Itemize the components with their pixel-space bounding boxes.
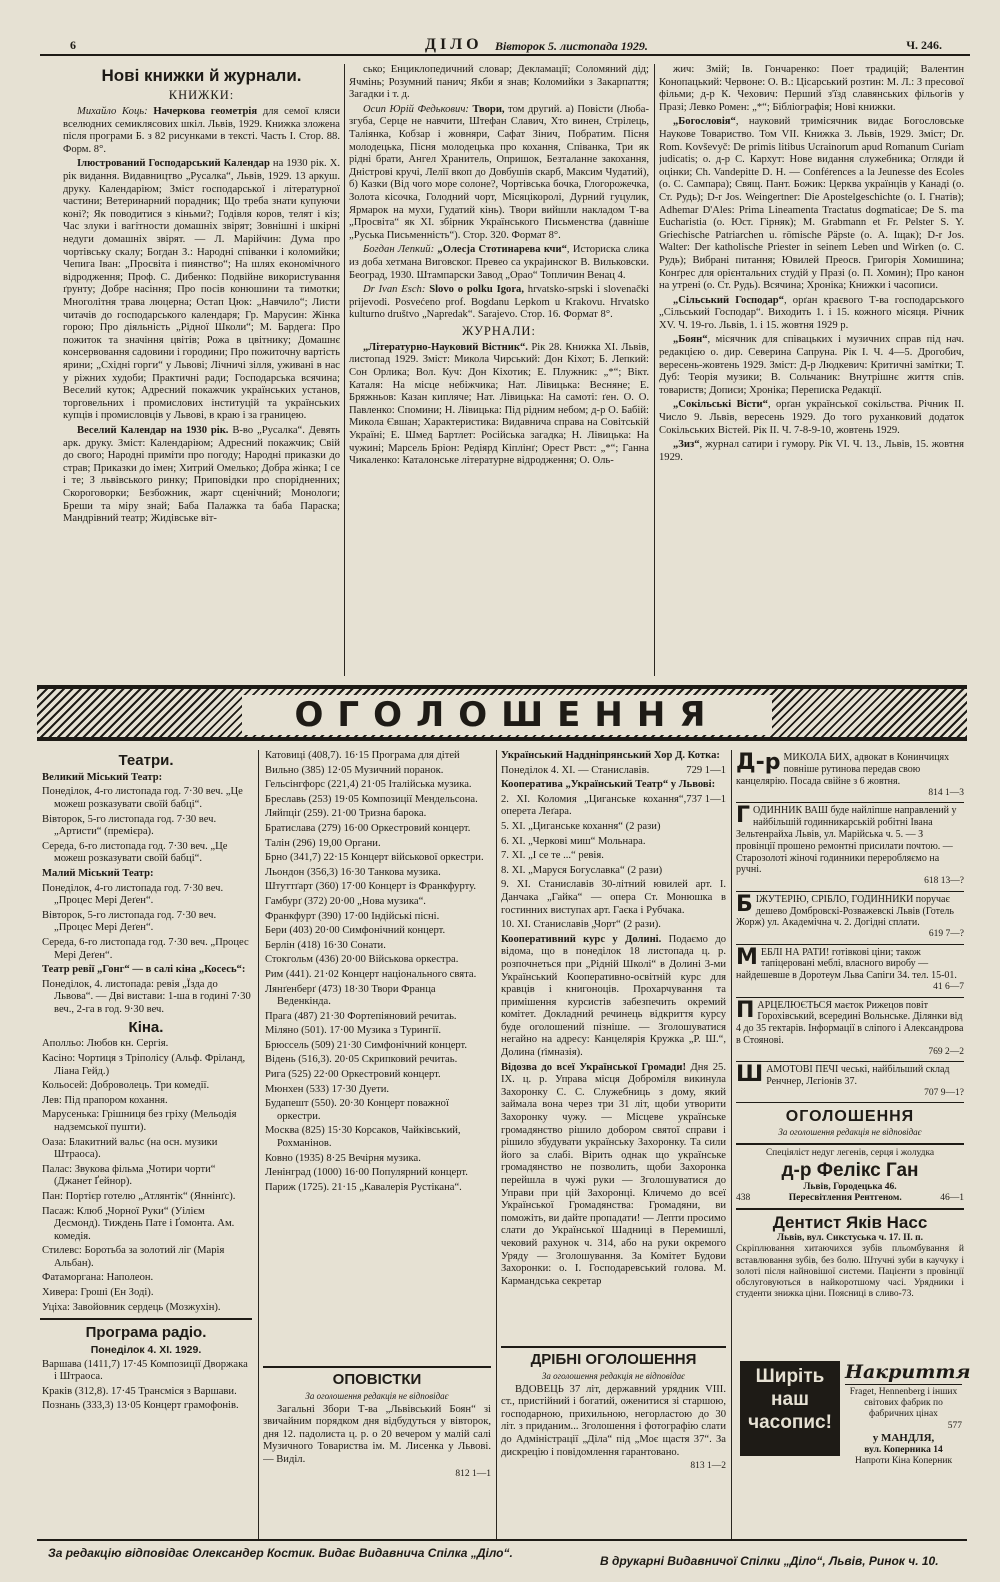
announcements-banner-title: ОГОЛОШЕННЯ	[242, 695, 772, 735]
journals-col3-text	[659, 64, 964, 464]
cinema-entry: Фатаморгана: Наполеон.	[42, 1272, 154, 1284]
cooperative-entry: 2. XI. Коломия „Циганське кохання“, оперета Леґара.	[501, 793, 687, 818]
spread-newspaper-text: Ширіть наш часопис!	[748, 1366, 832, 1433]
masthead	[40, 32, 970, 56]
cooperative-entry: Український Наддніпрянський Хор Д. Котка:	[501, 750, 720, 761]
ad-ref: 619 7—?	[928, 929, 964, 940]
books-col1-text	[63, 106, 340, 526]
cooperative-list: Український Наддніпрянський Хор Д. Котка: 729 1—1 Понеділок 4. XI. — Станиславів. Кооператива „Український Театр“ у Львові: 737 1—1 2. XI. Коломия „Циганське кохання“, оперета Леґара. 5. XI. „Циганське кохання“ (2 рази) 6. XI. „Черкові миш“ Мольнара. 7. XI. „І се те ...“ ревія. 8. XI. „Маруся Богуславка“ (2 рази) 9. XI. Станиславів 30-літний ювилей арт. І. Данчака „Гайка“ — опера Ст. Монюшка в гостинних виступах арт. Гаєка і Рубчака. 10. XI. Станиславів „Чорт“ (2 рази). Кооперативний курс у Долині. Подаємо до відома, що в понеділок 18 листопада ц. р. розпочнеться при „Рідній Школі“ в Долині 3-ми Український Кооперативно-освітній курс для кравців і книгоноців. Прохарчування та примішення курсистів забезпечить окремий комітет. Докладний речинець відкриття курсу буде оголошений пізніше. — Зголошуватися негайно на адресу: Канцелярія Кружка „Р. Ш.“, Долина (ґімназія). Відозва до всеї Української Громади! Дня 25. IX. ц. р. Управа місця Доброміля викинула Захоронку С. С. Служебниць з дому, який займала вона через три 31 літ, щоби утворити Захоронку чужу. — Місцеве українське громадянство рішило добором святої справи і рішило збудувати українську Захоронку. Та сили його за слабі. Вірить однак що українське громадянство не позволить, щоби Захоронка перейшла в чужі руки — Зголошуватися до Управи при цій Захоронці. Кличемо до всеї Української Громадянства: Громадяни, ви поможіть, ви дайте пропадати! — Лепти просимо слати до Української Шадниці в Перемишлі, чековий рахунок ч. 314, або на руки окремого Уряду — Зголошування. За Комітет Будови Захоронки: о. І. Господаревський голова. М. Кармандська секретар	[501, 750, 726, 1287]
radio-entry: Відень (516,3). 20·05 Скрипковий речитаь.	[265, 1054, 458, 1066]
radio-entry: Рига (525) 22·00 Оркестровий концерт.	[265, 1069, 441, 1081]
ad-ref: 814 1—3	[928, 787, 964, 798]
cinema-entry: Лев: Під прапором кохання.	[42, 1094, 168, 1106]
book-entry: Осип Юрій Федькович: Твори, том другий. а) Повісти (Люба-згуба, Серце не навчити, Штефан Славич, Хто винен, Стрілець, Таліянка, Кобзар і жовняри, Сафат Зінич, Побратим. Пісня молодецька, Пісня молодецька про кохання, Співанка, Три як рідні брати, Ангел Хранитель, Опришок, Безталанне закохання, Дністрові кручі, Лелії вкоп до Довбушів скарб, Максим Чудатий), б) Казки (Від чого море солоне?, Чортівська бочка, Глогорожечка, Золота кісочка, Голодний чорт, Місяцікоролі, Дурний гуцулик, Ярмарок на мухи, Гудатий кінь). Твори вийшли накладом Т-ва „Просвіта“ як ХІ. збірник Українського Письменства (давніше „Руська Письменність“). Стор. 320. Формат 8°.	[349, 103, 649, 241]
footer-divider	[37, 1539, 967, 1541]
book-entry: Ілюстрований Господарський Календар на 1930 рік. Х. рік видання. Видавництво „Русалка“, Львів, 1929. 13 аркуш. друку. Календаріюм; Зміст господарської і літературної частини; Ветеринарний порадник; Що треба знати купуючи коні?; Як поводитися з кіньми?; Годівля коров, телят і кіз; Час злуки і вагітности домашніх звірят; Зовнішні і шкірні недуги домашніх звірят. — Л. Марійчин: Дума про чортівську скалу; Богдан З.: Народні співанки і коломийки; Чепига Іван: „Просвіта і пиянство“; На шлях економічного відродження; Проф. С. Дибенко: Подвійне використування ґрунту; Добре насіння; Про посів конюшини та тимотки; Многолітня трава люцерна; Остап Цюк: „Навчило“; Листи читачів до господарського календаря; Гр. Марусин: Жінка горою; Про діяльність „Рідної Школи“; М. Бардега: Про пожиток та значіння цвітів; Рожа в цвітнику; Домашнє консервовання садовини і городини; Про пожиточну вартість ярини; „Східні горги“ у Львові; Лічничі зілля, уживані в нас у ріжних худоби; Практичні ради; Господарська всячина; Веселий куток; Адресний покажчик українських установ, торговельних і промислових інституцій та українських купців і промисловців у Львові, в краю і за границею.	[63, 158, 340, 422]
notices-block	[263, 1366, 491, 1536]
cooperative-entry: Відозва до всеї Української Громади! Дня 25. IX. ц. р. Управа місця Доброміля викинула Захоронку С. С. Служебниць з дому, який займала вона через три 31 літ, щоби утворити Захоронку чужу. — Місцеве українське громадянство рішило добором святої справи і рішило збудувати українську Захоронку. Та сили його за слабі. Вірить однак що українське громадянство не позволить, щоби Захоронка перейшла в чужі руки — Зголошуватися до Управи при цій Захоронці. Кличемо до всеї Української Громадянства: Громадяни, ви поможіть, ви дайте пропадати! — Лепти просимо слати до Української Шадниці в Перемишлі, чековий рахунок ч. 314, або на руки окремого Уряду — Зголошування. За Комітет Будови Захоронки: о. І. Господаревський голова. М. Кармандська секретар	[501, 1061, 726, 1287]
radio-entry: Лянґенберґ (473) 18·30 Твори Франца Веденкінда.	[265, 983, 436, 1008]
books-column-2	[349, 64, 649, 676]
cooperative-entry: Кооператива „Український Театр“ у Львові:	[501, 779, 716, 791]
cinema-entry: Оаза: Блакитний вальс (на осн. музики Штраоса).	[42, 1136, 218, 1161]
notices-ref: 812 1—1	[455, 1468, 491, 1479]
small-ads-heading: ДРІБНІ ОГОЛОШЕННЯ	[530, 1351, 697, 1368]
announcements-box	[736, 1103, 964, 1145]
doctor-ref-left: 438	[736, 1193, 751, 1204]
radio-heading: Програма радіо.	[85, 1324, 207, 1342]
radio-entry: Франкфурт (390) 17·00 Індійські пісні.	[265, 910, 440, 922]
radio-entry: Ковно (1935) 8·25 Вечірня музика.	[265, 1152, 421, 1164]
doctor-spec: Спеціяліст недуг легенів, серця і жолудка	[765, 1148, 935, 1159]
theatre-entry: Середа, 6-го листопада год. 7·30 веч. „Це можеш розказувати своїй бабці“.	[42, 840, 228, 865]
small-ads-ref: 813 1—2	[690, 1461, 726, 1472]
ad-ref: 769 2—2	[928, 1047, 964, 1058]
ad-ref: 707 9—1?	[924, 1088, 964, 1099]
theatres-heading: Театри.	[118, 752, 174, 769]
radio-entry: Прага (487) 21·30 Фортепіяновий речитаь.	[265, 1010, 457, 1022]
cinema-heading: Кіна.	[128, 1018, 164, 1036]
ads-column	[736, 750, 964, 1350]
doctor-address: Львів, Городецька 46.	[803, 1182, 897, 1193]
notices-heading: ОПОВІСТКИ	[332, 1371, 422, 1388]
radio-entry: Брюссель (509) 21·30 Симфонічний концерт.	[265, 1039, 468, 1051]
dentist-text: Скріплювання хитаючихся зубів пльомбування й вставлювання зубів, без болю. Штучні зуби в каучуку і золоті після найновішої системи. Пацієнти з провінції обслуговуються в найкоротшому часі. Урядники і студенти знижка ціни. Поясниці в сливо-73.	[736, 1244, 964, 1300]
page-number: 6	[70, 38, 76, 52]
theatre-entry: Понеділок, 4-го листопада год. 7·30 веч. „Процес Мері Деґен“.	[42, 882, 224, 907]
books-heading: Нові книжки й журнали.	[101, 66, 302, 85]
radio-entry: Брно (341,7) 22·15 Концерт військової оркестри.	[265, 852, 484, 864]
cooperative-entry: 9. XI. Станиславів 30-літний ювилей арт. І. Данчака „Гайка“ — опера Ст. Монюшка в гостинних виступах арт. Гаєка і Рубчака.	[501, 879, 726, 916]
cinema-entry: Палас: Звукова фільма „Чотири чорти“ (Джанет Ґейнор).	[42, 1163, 216, 1188]
newspaper-name: ДІЛО	[425, 36, 483, 53]
radio-entry: Рим (441). 21·02 Концерт національного свята.	[265, 968, 477, 980]
theatre-entry: Малий Міський Театр:	[42, 868, 154, 879]
theatre-entry: Понеділок, 4. листопада: ревія „Їзда до Львова“. — Дві вистави: 1-ша в годині 7·30 веч., 2-га в год. 9·30 веч.	[42, 978, 251, 1015]
dentist-address: Львів, вул. Сикстуська ч. 17. ІІ. п.	[777, 1232, 923, 1243]
book-entry: Богдан Лепкий: „Олесја Стотинарева кчи“, Историска слика из доба хетмана Виговског. Превео са украјинског В. Вильковски. Београд, 1930. Штампарски Завод „Орао“ Топличин Венац 4.	[349, 244, 649, 281]
ad-text: ЕБЛІ НА РАТИ! готівкові ціни; також тапіцеровані меблі, власного виробу — найдешевше в Доротеум Льва Сапіги 34. тел. 15-01.	[736, 946, 957, 982]
small-ads-note: За оголошення редакція не відповідає	[541, 1370, 686, 1381]
journal-entry: „Сільський Господар“, орґан краєвого Т-ва господарського „Сільський Господар“. Виходить 1. і 15. кожного місяця. Річник XV. Ч. 19-го. Львів, 1. і 15. жовтня 1929 р.	[659, 294, 964, 331]
cinema-entry: Хивера: Гроші (Ен Зоді).	[42, 1287, 154, 1299]
radio-entry: Берлін (418) 16·30 Сонати.	[265, 939, 386, 951]
classified-ad	[736, 803, 964, 892]
radio-column	[263, 750, 491, 1360]
radio-entry: Будапешт (550). 20·30 Концерт поважної оркестри.	[265, 1098, 449, 1122]
dentist-name: Дентист Яків Насс	[772, 1212, 928, 1232]
cinema-entry: Пан: Портієр готелю „Атлянтік“ (Яннінґс).	[42, 1190, 236, 1202]
tableware-address: вул. Коперника 14	[864, 1444, 943, 1455]
classified-ad	[736, 892, 964, 945]
divider	[263, 1366, 491, 1368]
radio-entry: Вильно (385) 12·05 Музичний поранок.	[265, 764, 444, 776]
books-section-label: КНИЖКИ:	[168, 88, 235, 103]
tableware-logo: Накриття	[845, 1361, 971, 1383]
column-divider	[258, 750, 259, 1540]
column-divider	[344, 64, 345, 676]
classified-ad	[736, 998, 964, 1063]
radio-entry: Москва (825) 15·30 Корсаков, Чайківський, Рохманінов.	[265, 1125, 461, 1150]
tableware-ad	[845, 1361, 971, 1467]
doctor-ad	[736, 1145, 964, 1210]
tableware-text: Fraget, Hennenberg і інших світових фабрик по фабричних цінах	[849, 1386, 958, 1420]
doctor-name: д-р Фелікс Ган	[781, 1159, 919, 1181]
radio-entry: Бреславь (253) 19·05 Композиції Мендельсона.	[265, 793, 478, 805]
doctor-xray: Пересвітлення Рентгеном.	[788, 1193, 902, 1204]
cinema-entry: Стилевс: Боротьба за золотий ліг (Марія Альбан).	[42, 1245, 225, 1269]
classified-ad	[736, 1062, 964, 1103]
doctor-line	[736, 1193, 964, 1204]
radio-entry: Братислава (279) 16·00 Оркестровий концерт.	[265, 822, 471, 834]
notices-note: За оголошення редакція не відповідає	[305, 1390, 449, 1401]
small-ads-block	[501, 1346, 726, 1536]
cooperative-entry: 8. XI. „Маруся Богуславка“ (2 рази)	[501, 864, 663, 876]
column-divider	[731, 750, 732, 1540]
books-column-1	[63, 64, 340, 676]
cinema-list	[40, 1038, 252, 1314]
cooperative-entry: 7. XI. „І се те ...“ ревія.	[501, 850, 604, 862]
ads-list	[736, 750, 964, 1103]
ad-initial: М	[736, 944, 758, 970]
divider	[40, 1318, 252, 1320]
journals-column-3	[659, 64, 964, 676]
ad-text: ІЖУТЕРІЮ, СРІБЛО, ГОДИННИКИ поручає дешево Домбровскі-Розважевскі Львів (Готель Жорж) ул. Академічна ч. 2. Догідні сплати.	[736, 893, 954, 929]
issue-date: Вівторок 5. листопада 1929.	[495, 39, 648, 53]
notices-text: Загальні Збори Т-ва „Львівський Боян“ зі звичайним порядком дня відбудуться у вівторок, дня 12. падолиста ц. р. о 20 вечером у малій салі Музичного Товариства ім. М. Лисенка у Львові. — Виділ.	[263, 1403, 491, 1465]
ad-text: МИКОЛА БИХ, адвокат в Конинчицях повніше рутинова передав свою канцелярію. Посада свійне з 6 жовтня.	[736, 752, 950, 787]
cinema-entry: Касіно: Чортиця з Тріполісу (Альф. Фріланд, Ліана Гейд.)	[42, 1052, 246, 1077]
ad-text: АМОТОВІ ПЕЧІ чеські, найбільший склад Ренчнер, Лєгіонів 37.	[766, 1064, 950, 1088]
doctor-ref-right: 46—1	[940, 1193, 964, 1204]
tableware-ref: 577	[947, 1420, 962, 1431]
radio-entry: Талін (296) 19,00 Органи.	[265, 837, 381, 849]
ad-initial: Г	[736, 802, 751, 828]
ad-ref: 41 6—7	[933, 982, 964, 993]
books-col2-text	[349, 64, 649, 322]
journal-entry: „Літературно-Науковий Вістник“. Рік 28. Книжка ХІ. Львів, листопад 1929. Зміст: Микола Чирський: Дон Кіхот; Б. Лепкий: Сон Орлика; Вол. Куч: Дон Кіхотик; Е. Плужник: „*“; Вікт. Каталя: На місце небіжчика; Нат. Лівицька: Весняне; Е. Бряжньов: Казан кипляче; Нат. Лівицька: На самоті: ґен. О. О. Павленко: Спомини; Н. Лівицька: Під рідним небом; д-р О. Бабій: Микола Євшан; Характеристика: Видавнича справа на Совітській Україні; Е. Шмед Бартлет: Російська загадка; Н. Лівицька: На чужині; Марсель Бріон: Редіярд Кіплінґ; Орест Рвст: „*“; Ганна Чикаленко: Каталонське літературне відродження; О. Оль-	[349, 341, 649, 467]
theatres-list	[40, 772, 252, 1017]
theatre-entry: Середа, 6-го листопада год. 7·30 веч. „Процес Мері Деґен“.	[42, 936, 249, 961]
tableware-firm: у МАНДЛЯ,	[872, 1431, 935, 1444]
radio-entry: Ленінград (1000) 16·00 Популярний концерт.	[265, 1167, 468, 1179]
ad-ref: 618 13—?	[924, 876, 964, 887]
small-ads-text: ВДОВЕЦЬ 37 літ, державний урядник VIII. ст., пристійний і богатий, оженитися зі старшою, господарною, прихильною, негорластою до 30 літ. з приданим... Зголошення і фотографію слати до Адміністрації „Діла“ під „Моє щастя 37“. За дискрецію і повідомлення гарантовано.	[501, 1383, 726, 1458]
ad-initial: П	[736, 997, 755, 1023]
ad-text: АРЦЕЛЮЄТЬСЯ маєток Рижецов повіт Горохівський, всередині Вольнське. Ділянки від 4 до 35 гектарів. Інформації в сліпого і Александрова в Стоянові.	[736, 999, 964, 1047]
divider	[501, 1346, 726, 1348]
journal-entry: „Богословія“, науковий тримісячник видає Богословське Наукове Товариство. Том VII. Книжка 3. Львів, 1929. Зміст; Dr. Rom. Kovševyč: De primis litibus Ucrainorum apud Romanum Curiam judicatis; о. д-р С. Кархут: Нове видання служебника; Огляди й оцінки; Ch. Vandepitte D. H. — Conférences a la Jeunesse des Ecoles (о. С. Сампара); Свящ. Пант. Божик: Церква українців у Канаді (о. Ст. Рудь); D-r Jos. Weingertner: Die Apostelgeschichte (о. І. Гнатів); Adhemar D'Ales: Prima Lineamenta Tractatus dogmaticae; De S. ma Eucharistia (о. Юст. Гірняк); M. Grabmann et Fr. Pelster S. Y. Griechische Patriarchen u. römische Päpste (о. А. Іщак); D-r Jos. Walter: Der katholische Priester in seinem Leben und Wirken (о. С. Рудь); Вибрані питання; Ювилей Преосв. Григорія Хомишина; Конґрес для орієнтальних студій у Празі (о. П. Хомин); Про канон на утрені (о. Ст. Рудь). Всячина; Хроніка; Книжки і часописи.	[659, 116, 964, 292]
radio-entry: Париж (1725). 21·15 „Кавалерія Рустікана“.	[265, 1181, 462, 1193]
radio-entry: Мюнхен (533) 17·30 Дуети.	[265, 1083, 390, 1095]
cinema-entry: Марусенька: Грішниця без гріху (Мельодія надземської пушти).	[42, 1109, 237, 1133]
ad-initial: Ш	[736, 1062, 764, 1088]
theatre-entry: Понеділок, 4-го листопада год. 7·30 веч. „Це можеш розказувати своїй бабці“.	[42, 786, 243, 811]
journal-entry: „Сокільські Вісти“, орґан української сокільства. Річник ІІ. Число 9. Львів, вересень 1929. До того руханковий додаток Сокільських Вістей. Рік ІІ. Ч. 7-8-9-10, жовтень 1929.	[659, 399, 964, 436]
issue-number: Ч. 246.	[906, 38, 942, 52]
tableware-address-2: Напроти Кіна Коперник	[854, 1456, 953, 1467]
classified-ad	[736, 750, 964, 803]
theatre-entry: Великий Міський Театр:	[42, 771, 163, 783]
classified-ad	[736, 945, 964, 998]
journal-entry: „Боян“, місячник для співацьких і музичних справ під нач. редакцією о. дир. Северина Сапруна. Рік І. Ч. 4—5. Дрогобич, вересень-жовтень 1929. Зміст: Д-р Людкевич: Критичні замітки; Т. Дуб: Теорія музики; В. Сольчаник: Внутрішнє життя спів. товариств; Дописи; Хроніка; Переписка Редакції.	[659, 334, 964, 396]
cinema-entry: Пасаж: Клюб „Чорної Руки“ (Уілієм Десмонд). Тиждень Пате і Ґомонта. Ам. комедія.	[42, 1205, 235, 1242]
footer-printer: В друкарні Видавничої Спілки „Діло“, Львів, Ринок ч. 10.	[600, 1554, 939, 1568]
radio-entry: Краків (312,8). 17·45 Трансміся з Варшави.	[42, 1385, 237, 1397]
book-entry: Dr Ivan Esch: Slovo o polku Igora, hrvatsko-srpski i slovenački prijevodi. Posvećeno prof. Bogdanu Lepkom u Krakovu. Hrvatsko kulturno društvo „Napredak“. Sarajevo. Стор. 16. Формат 8°.	[349, 284, 649, 321]
cooperative-entry: Кооперативний курс у Долині. Подаємо до відома, що в понеділок 18 листопада ц. р. розпочнеться при „Рідній Школі“ в Долині 3-ми Український Кооперативно-освітній курс для кравців і книгоноців. Прохарчування та примішення курсистів забезпечить окремий комітет. Докладний речинець відкриття курсу буде оголошений пізніше. — Зголошуватися негайно на адресу: Канцелярія Кружка „Р. Ш.“, Долина (ґімназія).	[501, 933, 726, 1059]
radio-entry: Катовиці (408,7). 16·15 Програма для дітей	[265, 750, 460, 761]
cooperative-column	[501, 750, 726, 1342]
column-divider	[496, 750, 497, 1540]
ad-initial: Д-р	[736, 750, 781, 775]
book-entry: Михайло Коць: Начеркова геометрія для семої кляси вселюдних семиклясових шкіл. Львів, 1929. Книжка зложена після програми Б. з 82 рисунками в тексті. Часть І. Стор. 88. Форм. 8°.	[63, 106, 340, 155]
radio-list	[40, 1359, 252, 1413]
radio-date: Понеділок 4. XI. 1929.	[90, 1344, 202, 1357]
dentist-ad	[736, 1210, 964, 1306]
book-entry: сько; Енциклопедичний словар; Декламації; Соломяний дід; Ячмінь; Розумний панич; Якби я знав; Коломийки з Закарпаття; Загадки і т. д.	[349, 64, 649, 101]
radio-entry: Варшава (1411,7) 17·45 Композиції Дворжака і Штраоса.	[42, 1358, 248, 1383]
radio-entry: Гамбурґ (372) 20·00 „Нова музика“.	[265, 895, 426, 907]
radio-list-continued	[263, 750, 491, 1194]
theatre-entry: Вівторок, 5-го листопада год. 7·30 веч. „Артисти“ (премієра).	[42, 813, 217, 838]
radio-entry: Стокгольм (436) 20·00 Військова оркестра.	[265, 954, 459, 966]
spread-newspaper-ad	[740, 1361, 840, 1456]
radio-entry: Бери (403) 20·00 Симфонічний концерт.	[265, 925, 446, 937]
journal-entry: „Зиз“, журнал сатири і гумору. Рік VI. Ч. 13., Львів, 15. жовтня 1929.	[659, 439, 964, 463]
column-divider	[654, 64, 655, 676]
book-entry: Веселий Календар на 1930 рік. В-во „Русалка“. Девять арк. друку. Зміст: Календаріюм; Адресний покажчик; Свій до свого; Народні приміти про погоду; Народні приказки до страв; Приказки до імен; Хитрий Омелько; Добра жінка; І се і те; З львівського ринку; Приповідки про спорідненних; Скороговорки; Безбожник, жарт сценічний; Монологи; Бреши та міру знай; Баба Палажка та баба Параска; Мандрівний театр; Жидівське віт-	[63, 424, 340, 525]
radio-entry: Штуттґарт (360) 17·00 Концерт із Франкфурту.	[265, 881, 476, 893]
footer-editor: За редакцію відповідає Олександер Костик. Видає Видавнича Спілка „Діло“.	[48, 1546, 513, 1560]
radio-entry: Познань (333,3) 13·05 Концерт грамофонів.	[42, 1400, 239, 1412]
journals-col2-text	[349, 342, 649, 468]
cinema-entry: Аполльо: Любов кн. Сергія.	[42, 1038, 169, 1050]
cooperative-entry: 10. XI. Станиславів „Чорт“ (2 рази).	[501, 919, 661, 931]
theatres-column	[40, 750, 252, 1540]
radio-entry: Гельсінгфорс (221,4) 21·05 Італійська музика.	[265, 779, 472, 791]
ad-text: ОДИННИК ВАШ буде найліпше направлений у найбільшій годинникарській робітні Івана Зельтенрайха Львів, ул. Марійська ч. 5. — З провінції прошено ремонтні присилати почтою. — Старозолоті жіночі годинники переробляємо на ручні.	[736, 804, 957, 876]
radio-entry: Льондон (356,3) 16·30 Танкова музика.	[265, 866, 441, 878]
radio-entry: Ляйпціґ (259). 21·00 Тризна барока.	[265, 808, 427, 820]
cinema-entry: Уціха: Завойовник сердець (Мозжухін).	[42, 1301, 221, 1313]
cooperative-entry: 729 1—1 Понеділок 4. XI. — Станиславів.	[501, 764, 726, 776]
theatre-entry: Вівторок, 5-го листопада год. 7·30 веч. „Процес Мері Деґен“.	[42, 909, 217, 934]
journals-section-label: ЖУРНАЛИ:	[462, 323, 536, 338]
theatre-entry: Театр ревії „Гонг“ — в салі кіна „Косесь“:	[42, 964, 246, 976]
cooperative-entry: 6. XI. „Черкові миш“ Мольнара.	[501, 835, 646, 847]
announcements-banner	[37, 685, 967, 741]
radio-entry: Міляно (501). 17·00 Музика з Турингії.	[265, 1025, 441, 1037]
journal-entry: жич: Змій; Ів. Гончаренко: Поет традицій; Валентин Конопацький: Червоне: О. В.: Цісарський розтин: М. Л.: З пресової фільми; д-р К. Чехович: Перший з'їзд славянських фільогів у Празі; Левко Ромен: „*“; Бібліографія; Нові книжки.	[659, 64, 964, 113]
ad-initial: Б	[736, 891, 753, 917]
announcements-box-title: ОГОЛОШЕННЯ	[785, 1108, 915, 1126]
cooperative-entry: 5. XI. „Циганське кохання“ (2 рази)	[501, 820, 661, 832]
announcements-box-note: За оголошення редакція не відповідає	[778, 1126, 922, 1137]
cinema-entry: Кольосей: Доброволець. Три комедії.	[42, 1080, 210, 1092]
